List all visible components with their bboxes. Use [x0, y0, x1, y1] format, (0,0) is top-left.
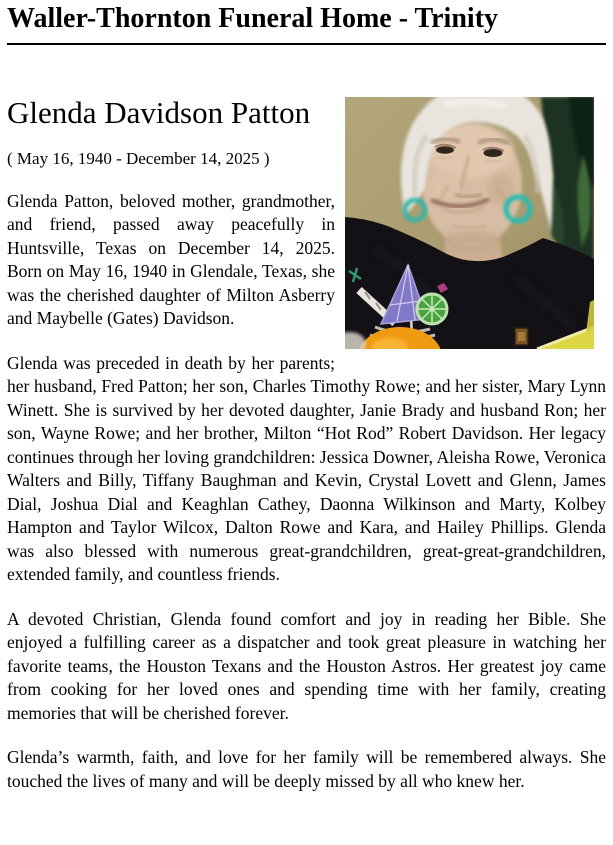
header-divider: [7, 43, 606, 45]
funeral-home-header: Waller-Thornton Funeral Home - Trinity: [7, 3, 499, 34]
obituary-paragraph: Glenda’s warmth, faith, and love for her family will be remembered always. She touched the lives of many and will be deeply missed by all who knew her.: [7, 747, 606, 791]
portrait-photo: [345, 97, 594, 349]
deceased-name: Glenda Davidson Patton: [7, 94, 311, 130]
obituary-paragraph: Glenda was preceded in death by her parents; her husband, Fred Patton; her son, Charles Timothy Rowe; and her sister, Mary Lynn Winett. She is survived by her devoted daughter, Janie Brady and husband Ron; her son, Wayne Rowe; and her brother, Milton “Hot Rod” Robert Davidson. Her legacy continues through her loving grandchildren: Jessica Downer, Aleisha Rowe, Veronica Walters and Billy, Tiffany Baughman and Kevin, Crystal Lovett and Glenn, James Dial, Joshua Dial and Keaghlan Cathey, Daonna Wilkinson and Marty, Kolbey Hampton and Taylor Wilcox, Dalton Rowe and Kara, and Hailey Phillips. Glenda was also blessed with numerous great-grandchildren, great-great-grandchildren, extended family, and countless friends.: [7, 352, 606, 585]
obituary-paragraph: A devoted Christian, Glenda found comfort and joy in reading her Bible. She enjoyed a fulfilling career as a dispatcher and took great pleasure in watching her favorite teams, the Houston Texans and the Houston Astros. Her greatest joy came from cooking for her loved ones and spending time with her family, creating memories that will be cherished forever.: [7, 608, 606, 723]
obituary-paragraph: Glenda Patton, beloved mother, grandmother, and friend, passed away peacefully in Huntsville, Texas on December 14, 2025. Born on May 16, 1940 in Glendale, Texas, she was the cherished daughter of Milton Asberry and Maybelle (Gates) Davidson.: [7, 190, 335, 329]
portrait-photo-image: [345, 97, 594, 349]
life-dates: ( May 16, 1940 - December 14, 2025 ): [7, 148, 270, 168]
